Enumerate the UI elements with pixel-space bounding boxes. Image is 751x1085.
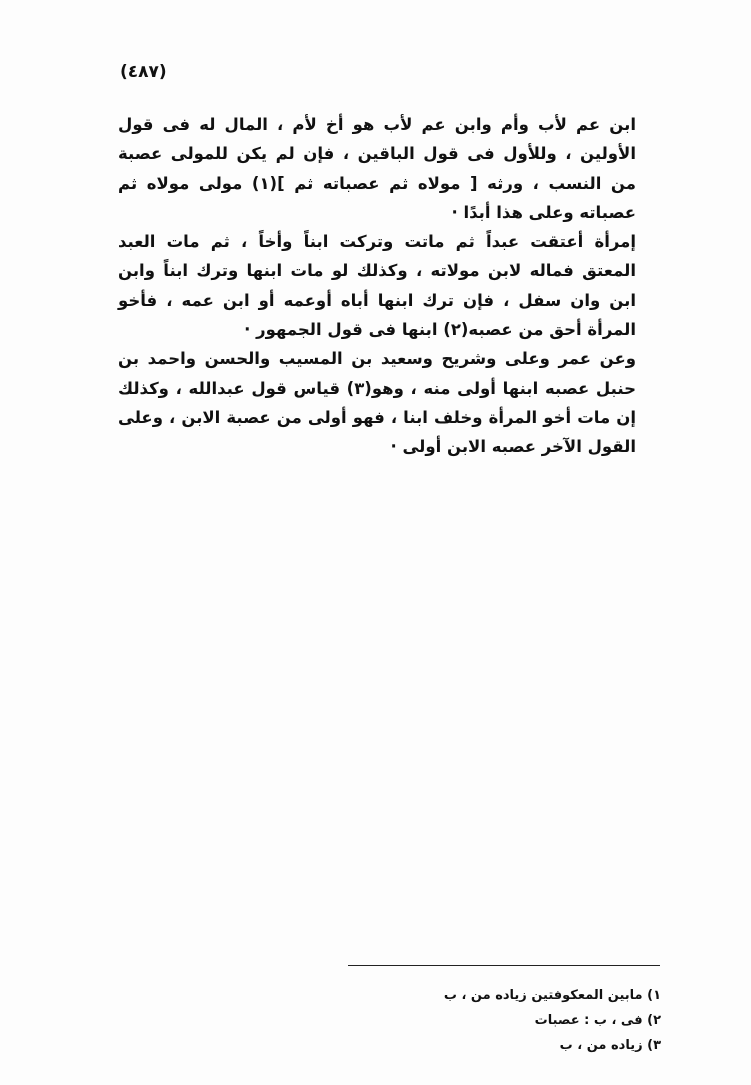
paragraph-3: وعن عمر وعلى وشريح وسعيد بن المسيب والحسن واحمد بن حنبل عصبه ابنها أولى منه ، وهو(٣) قياس قول عبدالله ، وكذلك إن مات أخو المرأة وخلف ابنا ، فهو أولى من عصبة الابن ، وعلى القول الآخر عصبه الابن أولى · [118, 349, 636, 457]
paragraph-2: إمرأة أعتقت عبداً ثم ماتت وتركت ابناً وأخاً ، ثم مات العبد المعتق فماله لابن مولاته ، وكذلك لو مات ابنها وترك ابناً وابن ابن وان سفل ، فإن ترك ابنها أباه أوعمه أو ابن عمه ، فأخو المرأة أحق من عصبه(٢) ابنها فى قول الجمهور · [118, 232, 636, 340]
footnotes [261, 983, 661, 1058]
footnote-3: ٣) زياده من ، ب [559, 1038, 661, 1053]
footnote-2: ٢) فى ، ب : عصبات [534, 1013, 661, 1028]
main-text-block [118, 110, 636, 462]
page-number: (٤٨٧) [120, 62, 167, 82]
footnote-1: ١) مابين المعكوفتين زياده من ، ب [443, 988, 661, 1003]
paragraph-1: ابن عم لأب وأم وابن عم لأب هو أخ لأم ، المال له فى قول الأولين ، وللأول فى قول الباقين ، فإن لم يكن للمولى عصبة من النسب ، ورثه [ مولاه ثم عصباته ثم ](١) مولى مولاه ثم عصباته وعلى هذا أبدًا · [118, 115, 636, 222]
footnote-divider [348, 965, 660, 966]
